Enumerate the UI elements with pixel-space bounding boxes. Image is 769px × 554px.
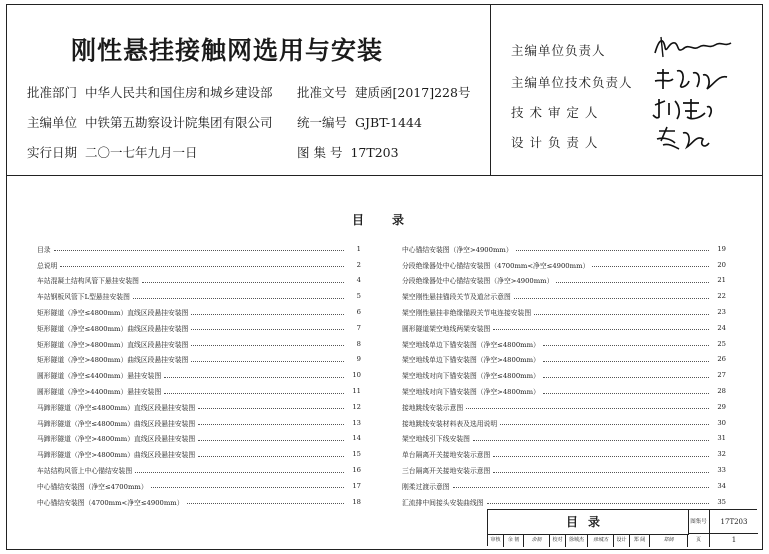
toc-item[interactable]: 接地跳线安装示意图 29: [402, 402, 726, 412]
editor-label: 主编单位: [27, 115, 78, 130]
chief-editor-label: 主编单位负责人: [511, 43, 606, 58]
approval-doc-value: 建质函[2017]228号: [355, 85, 471, 100]
unified-no-label: 统一编号: [297, 115, 348, 130]
signoff-cell: 徐城杰: [566, 534, 588, 547]
drawing-sheet: [6, 4, 763, 550]
toc-item[interactable]: 马蹄形隧道（净空>4800mm）曲线区段悬挂安装图 15: [37, 450, 361, 460]
toc-item[interactable]: 中心锚结安装图（4700mm<净空≤4900mm） 18: [37, 497, 361, 507]
design-lead-label: 设 计 负 责 人: [511, 135, 599, 150]
toc-page: 16: [352, 466, 361, 475]
unified-no-value: GJBT-1444: [355, 115, 422, 130]
signoff-cell: 设计: [614, 534, 630, 547]
toc-item[interactable]: 汇流排中间接头安装曲线图 35: [402, 497, 726, 507]
toc-item[interactable]: 分段绝缘器处中心锚结安装图（净空>4900mm） 21: [402, 276, 726, 286]
toc-item[interactable]: 矩形隧道（净空>4800mm）曲线区段悬挂安装图 9: [37, 355, 361, 365]
atlas-title: 刚性悬挂接触网选用与安装: [71, 36, 384, 65]
signoff-cell: 徐城杰: [588, 534, 614, 547]
toc-item[interactable]: 车站钢板风管下L型悬挂安装图 5: [37, 292, 361, 302]
toc-item[interactable]: 圆形隧道（净空≤4400mm）悬挂安装图 10: [37, 371, 361, 381]
toc-page: 32: [717, 450, 726, 459]
approval-doc-row: [297, 83, 470, 101]
title-block-signoff-row: [488, 534, 758, 547]
tech-reviewer-label: 技 术 审 定 人: [511, 105, 599, 120]
toc-item[interactable]: 中心锚结安装图（净空≤4700mm） 17: [37, 481, 361, 491]
toc-page: 19: [717, 244, 726, 253]
impl-date-label: 实行日期: [27, 145, 78, 160]
atlas-no-row: [297, 143, 399, 161]
toc-item[interactable]: 目录 1: [37, 244, 361, 254]
toc-page: 7: [356, 323, 361, 332]
toc-item[interactable]: 单台隔离开关接地安装示意图 32: [402, 450, 726, 460]
toc-page: 18: [352, 497, 361, 506]
toc-page: 27: [717, 371, 726, 380]
toc-item[interactable]: 刚柔过渡示意图 34: [402, 481, 726, 491]
toc-item[interactable]: 架空地线对向下锚安装图（净空≤4800mm） 27: [402, 371, 726, 381]
approval-dept-row: [27, 83, 273, 101]
toc-page: 6: [356, 308, 361, 317]
toc-page: 2: [356, 260, 361, 269]
approval-dept-value: 中华人民共和国住房和城乡建设部: [85, 85, 273, 100]
toc-item[interactable]: 三台隔离开关接地安装示意图 33: [402, 466, 726, 476]
chief-tech-label: 主编单位技术负责人: [511, 75, 633, 90]
title-block: [487, 509, 757, 546]
toc-item[interactable]: 矩形隧道（净空≤4800mm）直线区段悬挂安装图 6: [37, 308, 361, 318]
header-vertical-divider: [490, 5, 491, 175]
toc-page: 28: [717, 387, 726, 396]
toc-page: 4: [356, 276, 361, 285]
toc-page: 31: [717, 434, 726, 443]
toc-item[interactable]: 马蹄形隧道（净空>4800mm）直线区段悬挂安装图 14: [37, 434, 361, 444]
signoff-cell: 郑阔: [650, 534, 688, 547]
signature-design-lead: [649, 125, 739, 153]
toc-page: 11: [352, 387, 361, 396]
toc-item[interactable]: 中心锚结安装图（净空>4900mm） 19: [402, 244, 726, 254]
title-block-title: 目录: [488, 510, 689, 535]
editor-row: [27, 113, 273, 131]
toc-item[interactable]: 圆形隧道架空地线两架安装图 24: [402, 323, 726, 333]
toc-item[interactable]: 接地跳线安装材料表及选用说明 30: [402, 418, 726, 428]
signoff-cell: 郑 阔: [630, 534, 650, 547]
toc-page: 25: [717, 339, 726, 348]
atlas-no-value: 17T203: [350, 145, 399, 160]
signoff-cell: 余 韧: [504, 534, 524, 547]
chief-tech-row: [511, 73, 639, 91]
atlas-no-label: 图 集 号: [297, 145, 343, 160]
toc-page: 23: [717, 308, 726, 317]
toc-item[interactable]: 架空地线单边下锚安装图（净空>4800mm） 26: [402, 355, 726, 365]
toc-page: 30: [717, 418, 726, 427]
toc-page: 17: [352, 481, 361, 490]
toc-heading-part-1: 目: [352, 213, 365, 227]
toc-page: 26: [717, 355, 726, 364]
toc-item[interactable]: 矩形隧道（净空≤4800mm）曲线区段悬挂安装图 7: [37, 323, 361, 333]
toc-page: 21: [717, 276, 726, 285]
toc-left-column: [37, 241, 361, 510]
impl-date-value: 二〇一七年九月一日: [85, 145, 198, 160]
toc-page: 14: [352, 434, 361, 443]
toc-page: 20: [717, 260, 726, 269]
toc-page: 8: [356, 339, 361, 348]
impl-date-row: [27, 143, 198, 161]
tech-reviewer-row: [511, 103, 639, 121]
signoff-cell: 余韧: [524, 534, 550, 547]
approval-dept-label: 批准部门: [27, 85, 78, 100]
toc-page: 35: [717, 497, 726, 506]
signature-chief-tech: [649, 65, 739, 93]
toc-item[interactable]: 马蹄形隧道（净空≤4800mm）直线区段悬挂安装图 12: [37, 402, 361, 412]
toc-item[interactable]: 矩形隧道（净空>4800mm）直线区段悬挂安装图 8: [37, 339, 361, 349]
toc-right-column: [402, 241, 726, 510]
signature-tech-reviewer: [649, 95, 739, 123]
toc-page: 33: [717, 466, 726, 475]
atlas-no-value-cell: 17T203: [710, 510, 758, 534]
toc-item[interactable]: 架空地线引下线安装图 31: [402, 434, 726, 444]
toc-item[interactable]: 马蹄形隧道（净空≤4800mm）曲线区段悬挂安装图 13: [37, 418, 361, 428]
design-lead-row: [511, 133, 639, 151]
toc-page: 9: [356, 355, 361, 364]
unified-no-row: [297, 113, 422, 131]
toc-page: 29: [717, 402, 726, 411]
approval-doc-label: 批准文号: [297, 85, 348, 100]
toc-item[interactable]: 架空地线对向下锚安装图（净空>4800mm） 28: [402, 387, 726, 397]
toc-page: 34: [717, 481, 726, 490]
toc-item[interactable]: 总说明 2: [37, 260, 361, 270]
toc-page: 24: [717, 323, 726, 332]
toc-page: 12: [352, 402, 361, 411]
toc-page: 1: [356, 244, 361, 253]
toc-page: 13: [352, 418, 361, 427]
page-number-cell: 1: [731, 536, 737, 544]
toc-item[interactable]: 分段绝缘器处中心锚结安装图（4700mm<净空≤4900mm） 20: [402, 260, 726, 270]
toc-page: 5: [356, 292, 361, 301]
toc-item[interactable]: 架空地线单边下锚安装图（净空≤4800mm） 25: [402, 339, 726, 349]
signoff-cell: 审核: [488, 534, 504, 547]
chief-editor-row: [511, 41, 639, 59]
atlas-no-label-cell: 图集号: [688, 510, 710, 534]
editor-value: 中铁第五勘察设计院集团有限公司: [85, 115, 273, 130]
toc-item[interactable]: 架空刚性悬挂非绝缘锚段关节电连接安装图 23: [402, 308, 726, 318]
toc-item[interactable]: 圆形隧道（净空>4400mm）悬挂安装图 11: [37, 387, 361, 397]
toc-item[interactable]: 车站结构风管上中心锚结安装图 16: [37, 466, 361, 476]
toc-heading: [352, 211, 404, 228]
toc-heading-part-2: 录: [392, 213, 405, 227]
header-divider: [7, 175, 762, 176]
signature-chief-editor: [649, 33, 739, 61]
signoff-cell: 校对: [550, 534, 566, 547]
page-label-cell: 页: [688, 534, 710, 547]
toc-item[interactable]: 架空刚性悬挂锚段关节及道岔示意图 22: [402, 292, 726, 302]
toc-item[interactable]: 车站混凝土结构风管下悬挂安装图 4: [37, 276, 361, 286]
toc-page: 22: [717, 292, 726, 301]
toc-page: 15: [352, 450, 361, 459]
toc-page: 10: [352, 371, 361, 380]
